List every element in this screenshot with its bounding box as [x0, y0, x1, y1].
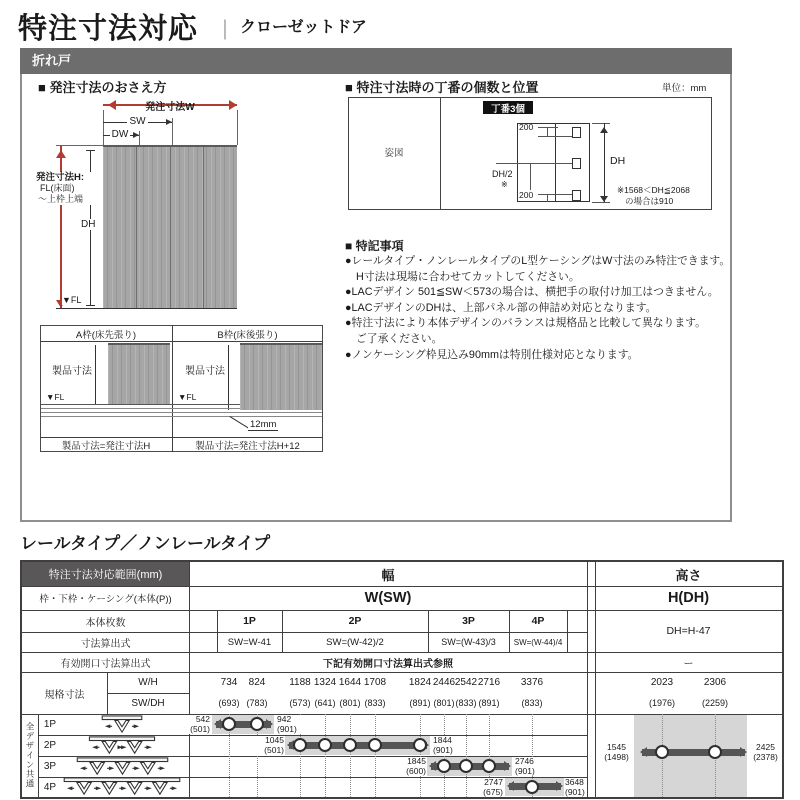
standard-w-value: 1708	[363, 677, 387, 688]
note-line: H寸法は現場に合わせてカットしてください。	[356, 270, 580, 283]
floor-hatch-line	[41, 416, 322, 417]
folding-door-4p-icon	[57, 777, 187, 796]
section-bar: 折れ戸	[20, 48, 732, 74]
frame-table-divider	[172, 325, 173, 452]
standard-w-value: 1188	[289, 677, 311, 688]
figure-label: 姿図	[384, 148, 404, 159]
panel-divider	[170, 147, 171, 308]
formula-4p: SW=(W-44)/4	[513, 637, 563, 647]
range-min-sub: (501)	[190, 723, 210, 734]
size-table-title: レールタイプ／ノンレールタイプ	[20, 534, 271, 553]
standard-sw-value: (833)	[364, 698, 386, 708]
height-header-cell: 高さ	[675, 567, 702, 583]
order-w-label: 発注寸法W	[145, 102, 195, 113]
hinge-box-divider	[440, 97, 441, 210]
standard-size-dot	[293, 738, 307, 752]
panel-count-label-cell: 本体枚数	[85, 617, 126, 629]
arrow-head-down-icon	[600, 196, 608, 206]
standard-h-value: 2306	[703, 677, 727, 688]
standard-w-value: 2716	[477, 677, 501, 688]
range-row-label-4p: 4P	[43, 781, 57, 793]
dim-tick	[538, 194, 572, 195]
range-min-value: 1045	[265, 735, 284, 745]
range-min-sub: (1498)	[604, 751, 629, 762]
fl-mark: ▼FL	[62, 295, 82, 305]
hinge-icon	[572, 158, 581, 169]
order-h-label-1: 発注寸法H:	[36, 172, 85, 183]
range-max-sub: (901)	[277, 723, 297, 734]
standard-w-value: 1324	[313, 677, 337, 688]
range-row-label-3p: 3P	[43, 761, 57, 772]
panel-col-1p: 1P	[243, 615, 256, 627]
frame-b-door-image	[240, 343, 322, 410]
frame-a-fl-mark: ▼FL	[46, 392, 65, 402]
page-subtitle: クローゼットドア	[240, 19, 367, 36]
hinge-heading: ■ 特注寸法時の丁番の個数と位置	[345, 80, 539, 95]
standard-size-dot	[413, 738, 427, 752]
note-line: ●レールタイプ・ノンレールタイプのL型ケーシングはW寸法のみ特注できます。	[345, 255, 731, 267]
top-guide-line	[56, 145, 103, 146]
standard-h-value: 2023	[650, 677, 674, 688]
arrow-head-up-icon	[600, 123, 608, 133]
page-title	[18, 6, 198, 47]
note-line: ●特注寸法により本体デザインのバランスは規格品と比較して異なります。	[345, 317, 706, 330]
range-min-4p	[476, 778, 503, 797]
range-row-label-2p: 2P	[43, 740, 57, 751]
range-min-value: 542	[195, 714, 210, 724]
opening-value-cell: 下記有効開口寸法算出式参照	[323, 658, 453, 670]
frame-b-formula: 製品寸法=発注寸法H+12	[195, 441, 300, 452]
hinge-dim-overall: DH	[610, 155, 626, 167]
sw-label-text: SW	[129, 116, 146, 127]
range-min-value: 1845	[407, 756, 426, 766]
range-max-2p	[433, 736, 463, 755]
standard-size-dot	[250, 717, 264, 731]
standard-sw-value: (833)	[455, 698, 477, 708]
frame-a-formula: 製品寸法=発注寸法H	[61, 441, 151, 452]
sw-label	[103, 116, 172, 127]
frame-a-title: A枠(床先張り)	[75, 329, 137, 341]
grid-dotted-line	[375, 714, 376, 797]
width-header-cell: 幅	[381, 567, 395, 583]
standard-dh-value: (2259)	[701, 698, 728, 708]
order-h-arrow	[60, 145, 62, 308]
standard-sw-value: (573)	[289, 698, 311, 708]
standard-sw-value: (641)	[314, 698, 336, 708]
hinge-dim-top: 200	[519, 122, 534, 132]
formula-2p: SW=(W-42)/2	[326, 636, 384, 648]
standard-w-value: 824	[248, 677, 266, 688]
folding-door-image	[103, 145, 237, 308]
folding-door-3p-icon	[70, 757, 175, 776]
height-range-max	[749, 743, 782, 762]
standard-size-dot	[459, 759, 473, 773]
frame-b-dim-text: 製品寸法	[185, 366, 225, 377]
frame-b-title: B枠(床後張り)	[217, 329, 278, 341]
standard-sw-value: (833)	[521, 698, 543, 708]
range-min-sub: (675)	[483, 786, 503, 797]
dh-tick	[86, 305, 95, 306]
formula-1p: SW=W-41	[227, 636, 272, 648]
standard-dh-value: (1976)	[648, 698, 675, 708]
grid-dotted-line	[350, 714, 351, 797]
note-line: ●LACデザイン 501≦SW＜573の場合は、横把手の取付け加工はつきません。	[345, 286, 719, 299]
grid-dotted-line	[466, 714, 467, 797]
range-max-1p	[277, 715, 307, 734]
hinge-note-1: ※1568＜DH≦2068	[617, 185, 690, 195]
standard-size-dot	[343, 738, 357, 752]
common-label-cell: 全デザイン共通	[25, 722, 35, 789]
wh-label-cell: W/H	[138, 677, 158, 688]
frame-b-dim-label	[183, 362, 227, 377]
frame-a-dim-label	[50, 362, 94, 377]
range-max-sub: (901)	[515, 765, 535, 776]
standard-sw-value: (693)	[218, 698, 240, 708]
notes-heading: ■ 特記事項	[345, 239, 404, 253]
grid-dotted-line	[325, 714, 326, 797]
standard-size-dot	[368, 738, 382, 752]
opening-height-cell: ー	[683, 658, 694, 670]
guide-line	[237, 110, 238, 145]
formula-3p: SW=(W-43)/3	[441, 637, 496, 647]
standard-w-value: 734	[220, 677, 238, 688]
note-line: ●LACデザインのDHは、上部パネル部の伸詰め対応となります。	[345, 301, 657, 314]
order-dimension-heading: ■ 発注寸法のおさえ方	[38, 80, 167, 95]
dim-tick	[538, 127, 558, 128]
frame-a-dim-line	[95, 345, 96, 404]
hinge-count-tag: 丁番3個	[483, 101, 533, 114]
gap-12mm-label: 12mm	[250, 419, 277, 430]
range-max-value: 2425	[756, 742, 775, 752]
title-divider: ｜	[215, 20, 235, 42]
standard-w-value: 1644	[338, 677, 362, 688]
range-bar-2p	[289, 742, 427, 749]
range-row-label-1p: 1P	[43, 719, 57, 730]
standard-w-value: 2542	[454, 677, 478, 688]
panel-divider	[136, 147, 137, 308]
hinge-note-2: の場合は910	[625, 196, 674, 206]
width-sub-cell: W(SW)	[364, 590, 412, 606]
size-table	[20, 560, 784, 799]
dim-connector	[547, 194, 548, 202]
height-range-band	[634, 715, 747, 797]
order-h-label-2: FL(床面)	[40, 183, 75, 193]
dh-tick	[86, 150, 95, 151]
standard-size-dot	[318, 738, 332, 752]
dh-label	[79, 219, 97, 230]
arrow-head-up-icon	[56, 145, 66, 158]
note-line: ご了承ください。	[356, 332, 443, 345]
order-h-label-3: ～上枠上端	[38, 194, 84, 204]
folding-door-2p-icon	[82, 736, 162, 755]
range-min-2p	[256, 736, 284, 755]
fl-line	[56, 308, 237, 309]
page-title-text: 特注寸法対応	[18, 13, 199, 45]
frame-table-header-line	[40, 341, 323, 342]
range-max-4p	[565, 778, 587, 797]
grid-dotted-line	[444, 714, 445, 797]
hinge-icon	[572, 190, 581, 201]
dh-overall-line	[604, 123, 605, 202]
standard-sw-value: (891)	[478, 698, 500, 708]
range-min-1p	[184, 715, 210, 734]
floor-hatch-line	[41, 412, 322, 413]
grid-line	[587, 562, 588, 797]
dim-connector	[547, 127, 548, 136]
range-max-value: 2746	[515, 756, 534, 766]
range-max-3p	[515, 757, 545, 776]
unit-label: 単位：mm	[662, 83, 707, 94]
dh-label-text: DH	[81, 219, 96, 230]
range-header-cell: 特注寸法対応範囲(mm)	[22, 562, 189, 586]
frame-label-cell: 枠・下枠・ケーシング(本体(P))	[39, 594, 172, 605]
folding-door-1p-icon	[95, 715, 149, 734]
frame-a-door-image	[108, 343, 170, 404]
range-min-value: 1545	[607, 742, 626, 752]
range-min-sub: (600)	[406, 765, 426, 776]
standard-size-dot	[655, 745, 669, 759]
hinge-dim-mid: DH/2	[492, 169, 513, 179]
range-max-value: 942	[277, 714, 292, 724]
dw-label	[100, 129, 140, 140]
standard-size-dot	[525, 780, 539, 794]
hinge-icon	[572, 127, 581, 138]
standard-size-dot	[222, 717, 236, 731]
standard-w-value: 3376	[520, 677, 544, 688]
note-line: ●ノンケーシング枠見込み90mmは特別仕様対応となります。	[345, 348, 639, 361]
panel-col-3p: 3P	[462, 615, 475, 627]
panel-divider	[203, 147, 204, 308]
range-max-value: 1844	[433, 735, 452, 745]
range-min-value: 2747	[484, 777, 503, 787]
dim-tick	[538, 136, 572, 137]
panel-col-4p: 4P	[531, 615, 545, 627]
range-max-sub: (901)	[433, 744, 453, 755]
opening-label-cell: 有効開口寸法算出式	[60, 658, 151, 670]
range-min-sub: (501)	[264, 744, 284, 755]
height-sub-cell: H(DH)	[667, 590, 710, 606]
panel-col-2p: 2P	[348, 615, 362, 627]
standard-sw-value: (801)	[339, 698, 361, 708]
standard-size-dot	[437, 759, 451, 773]
standard-size-dot	[708, 745, 722, 759]
swdh-label-cell: SW/DH	[131, 698, 165, 709]
frame-b-fl-mark: ▼FL	[178, 392, 197, 402]
hinge-dim-mid-note: ※	[501, 180, 508, 189]
dim-extension-line	[496, 163, 572, 164]
order-h-label	[34, 172, 94, 205]
formula-label-cell: 寸法算出式	[80, 638, 131, 650]
standard-w-value: 1824	[408, 677, 432, 688]
standard-w-value: 2446	[432, 677, 456, 688]
frame-b-dim-line	[228, 345, 229, 410]
notes-list	[345, 254, 731, 363]
standard-size-dot	[482, 759, 496, 773]
standard-label-cell: 規格寸法	[44, 689, 85, 701]
range-max-sub: (2378)	[753, 751, 778, 762]
range-max-sub: (901)	[565, 786, 585, 797]
dw-label-text: DW	[111, 129, 129, 140]
height-range-min	[600, 743, 633, 762]
grid-line	[567, 610, 568, 652]
height-formula-cell: DH=H-47	[666, 625, 711, 637]
range-min-3p	[398, 757, 426, 776]
hinge-dim-bottom: 200	[519, 190, 534, 200]
standard-sw-value: (783)	[246, 698, 268, 708]
frame-a-dim-text: 製品寸法	[52, 366, 92, 377]
standard-sw-value: (891)	[409, 698, 431, 708]
range-max-value: 3648	[565, 777, 584, 787]
standard-sw-value: (801)	[433, 698, 455, 708]
